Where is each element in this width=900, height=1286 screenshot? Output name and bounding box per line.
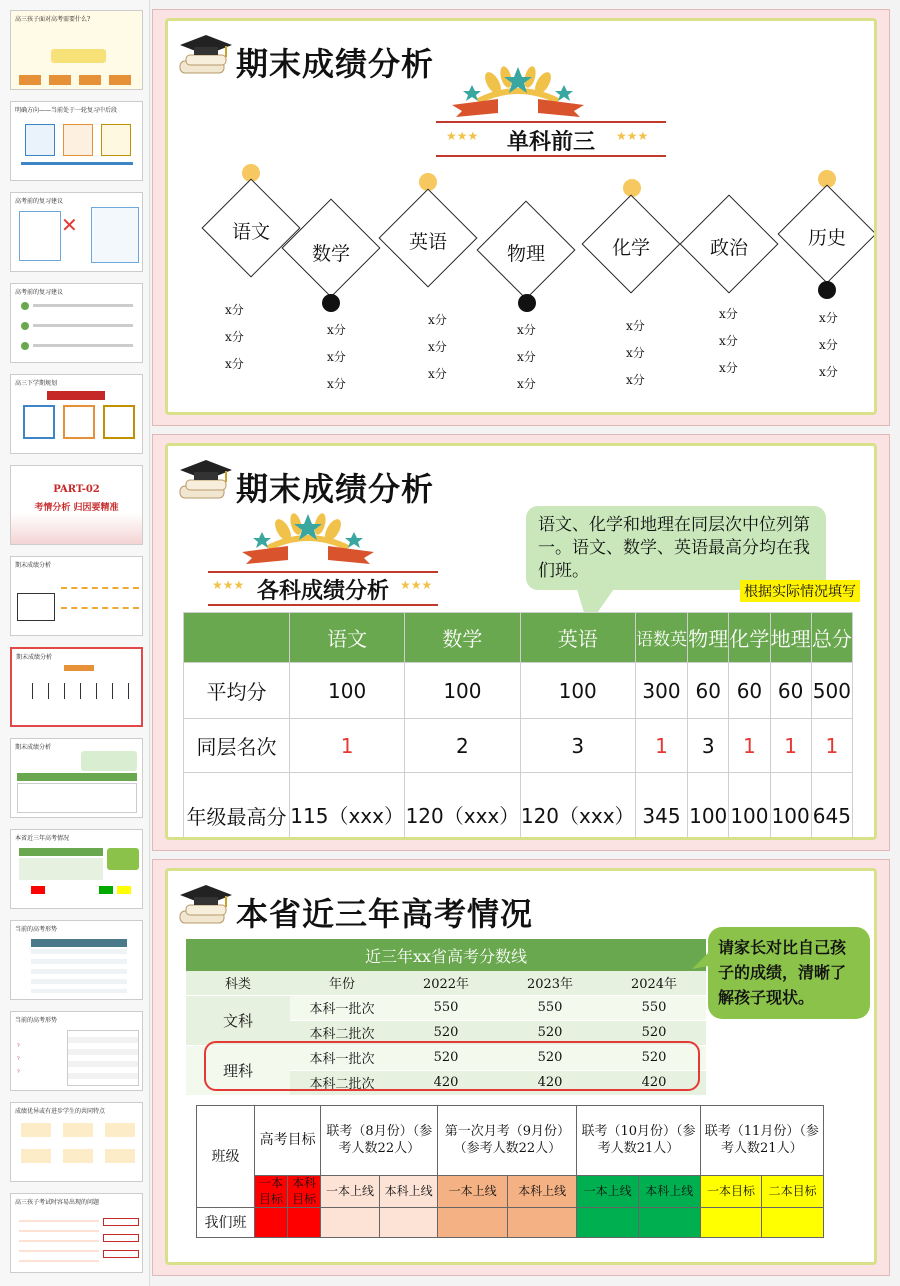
cell: 1	[729, 719, 770, 773]
cell	[288, 1208, 321, 1238]
table-header	[184, 613, 290, 663]
slide-thumb-12[interactable]: 当前的高考形势 ? ? ?	[10, 1011, 143, 1091]
slide-2-frame	[165, 443, 877, 840]
cell: 520	[602, 1045, 706, 1070]
slide-thumb-4[interactable]	[10, 283, 143, 363]
black-dot-icon	[818, 281, 836, 299]
grades-table	[183, 612, 853, 840]
cell: 520	[394, 1045, 498, 1070]
slide-thumb-10[interactable]	[10, 829, 143, 909]
batch-label: 本科一批次	[290, 995, 394, 1020]
cell: 60	[770, 663, 811, 719]
cell	[577, 1208, 639, 1238]
laurel-ribbon-icon	[438, 61, 598, 121]
slide-thumb-7[interactable]	[10, 556, 143, 636]
thumb-title: 高三孩子考试时容易出现的问题	[15, 1199, 100, 1206]
cell	[507, 1208, 576, 1238]
sub-header: 本科上线	[379, 1176, 438, 1208]
slide-thumb-6[interactable]	[10, 465, 143, 545]
thumb-title: 高考前的复习建议	[15, 198, 64, 205]
column-header: 年份	[290, 971, 394, 995]
cell: 60	[688, 663, 729, 719]
table-row	[197, 1208, 824, 1238]
batch-label: 本科二批次	[290, 1020, 394, 1045]
cell: 3	[688, 719, 729, 773]
score-list: x分 x分 x分	[327, 323, 346, 391]
table-header: 数学	[405, 613, 520, 663]
sub-header: 一本上线	[438, 1176, 507, 1208]
cell: 100	[688, 773, 729, 841]
table-header: 物理	[688, 613, 729, 663]
cell: 500	[811, 663, 852, 719]
cell: 420	[498, 1070, 602, 1095]
cell: 120（xxx）	[405, 773, 520, 841]
slide-thumb-2[interactable]	[10, 101, 143, 181]
slide-thumb-1[interactable]	[10, 10, 143, 90]
graduation-cap-icon	[176, 33, 236, 77]
column-header: 第一次月考（9月份）（参考人数22人）	[438, 1106, 577, 1176]
cell: 550	[602, 995, 706, 1020]
column-header: 联考（8月份）（参考人数22人）	[321, 1106, 438, 1176]
graduation-cap-icon	[176, 883, 236, 927]
parent-tip-bubble: 请家长对比自己孩子的成绩，清晰了解孩子现状。	[708, 927, 870, 1019]
cell: 345	[635, 773, 687, 841]
thumb-title: 期末成绩分析	[15, 562, 52, 569]
cell: 520	[394, 1020, 498, 1045]
table-header: 总分	[811, 613, 852, 663]
cell	[438, 1208, 507, 1238]
cell	[321, 1208, 380, 1238]
comment-bubble: 语文、化学和地理在同层次中位列第一。语文、数学、英语最高分均在我们班。	[526, 506, 826, 590]
batch-label: 本科一批次	[290, 1045, 394, 1070]
thumb-title: 期末成绩分析	[16, 654, 53, 661]
table-header: 英语	[520, 613, 635, 663]
column-header: 联考（11月份）（参考人数21人）	[700, 1106, 823, 1176]
class-header: 班级	[197, 1106, 255, 1208]
sub-header: 一本目标	[255, 1176, 288, 1208]
cell: 420	[602, 1070, 706, 1095]
slide-title: 期末成绩分析	[236, 45, 435, 83]
thumb-title: 明确方向——当前处于一轮复习中后段	[15, 107, 118, 114]
cell: 520	[602, 1020, 706, 1045]
score-list: x分 x分 x分	[225, 303, 244, 371]
cell: 3	[520, 719, 635, 773]
thumb-title: 高三下学期规划	[15, 380, 58, 387]
slide-thumb-13[interactable]	[10, 1102, 143, 1182]
slide-thumb-5[interactable]	[10, 374, 143, 454]
table-header: 语数英	[635, 613, 687, 663]
cell: 1	[770, 719, 811, 773]
cell: 550	[498, 995, 602, 1020]
cell: 60	[729, 663, 770, 719]
stars-right-icon: ★★★	[400, 578, 433, 592]
stars-right-icon: ★★★	[616, 129, 649, 143]
sub-header: 一本上线	[577, 1176, 639, 1208]
slide-title: 期末成绩分析	[236, 470, 435, 508]
cell: 100	[520, 663, 635, 719]
cell: 1	[635, 719, 687, 773]
subject-label: 历史	[807, 227, 846, 249]
row-label: 我们班	[197, 1208, 255, 1238]
cell: 520	[498, 1020, 602, 1045]
thumb-title: PART-02	[53, 484, 100, 495]
slide-thumb-14[interactable]	[10, 1193, 143, 1273]
thumb-title: 高考前的复习建议	[15, 289, 64, 296]
table-row	[184, 719, 853, 773]
slide-1-frame	[165, 18, 877, 415]
table-header: 化学	[729, 613, 770, 663]
thumb-title: 当前的高考形势	[15, 926, 58, 933]
subject-label: 物理	[506, 243, 545, 265]
stars-left-icon: ★★★	[446, 129, 479, 143]
cell: 100	[405, 663, 520, 719]
thumb-title: 成绩优异或有进步学生的共同特点	[15, 1108, 106, 1115]
slide-2-subject-analysis	[152, 434, 890, 851]
graduation-cap-icon	[176, 458, 236, 502]
sub-header: 本科上线	[638, 1176, 700, 1208]
black-dot-icon	[322, 294, 340, 312]
gold-dot-icon	[623, 179, 641, 197]
sub-header: 本科上线	[507, 1176, 576, 1208]
cell: 1	[290, 719, 405, 773]
category-label: 理科	[186, 1045, 290, 1095]
column-header: 科类	[186, 971, 290, 995]
laurel-ribbon-icon	[228, 508, 388, 568]
cell: 1	[811, 719, 852, 773]
column-header: 联考（10月份）（参考人数21人）	[577, 1106, 700, 1176]
score-list: x分 x分 x分	[626, 319, 645, 387]
thumb-title: 高三孩子面对高考需要什么?	[15, 16, 91, 23]
score-list: x分 x分 x分	[428, 313, 447, 381]
cell	[379, 1208, 438, 1238]
slide-title: 本省近三年高考情况	[236, 895, 534, 933]
cell	[762, 1208, 824, 1238]
cell: 550	[394, 995, 498, 1020]
thumb-title: 期末成绩分析	[15, 744, 52, 751]
fill-note: 根据实际情况填写	[740, 580, 860, 602]
cell: 300	[635, 663, 687, 719]
highlight-outline	[204, 1041, 700, 1091]
table-row	[184, 663, 853, 719]
thumb-title: 本省近三年高考情况	[15, 835, 70, 842]
subject-label: 化学	[611, 237, 650, 259]
cell: 100	[290, 663, 405, 719]
slide-thumb-3[interactable]: 高考前的复习建议 ✕	[10, 192, 143, 272]
table-row	[184, 773, 853, 841]
cell: 520	[498, 1045, 602, 1070]
subject-label: 英语	[408, 231, 447, 253]
row-label: 年级最高分	[184, 773, 290, 841]
cell: 100	[770, 773, 811, 841]
cell	[638, 1208, 700, 1238]
slide-thumb-9[interactable]	[10, 738, 143, 818]
cell: 115（xxx）	[290, 773, 405, 841]
table-header: 语文	[290, 613, 405, 663]
score-list: x分 x分 x分	[719, 307, 738, 375]
row-label: 平均分	[184, 663, 290, 719]
thumb-subtitle: 考情分析 归因要精准	[34, 503, 119, 513]
table-header: 地理	[770, 613, 811, 663]
cell: 645	[811, 773, 852, 841]
slide-3-frame	[165, 868, 877, 1265]
column-header: 2024年	[602, 971, 706, 995]
banner-label: 各科成绩分析	[256, 579, 389, 604]
sub-header: 一本上线	[321, 1176, 380, 1208]
category-label: 文科	[186, 995, 290, 1045]
thumb-title: 当前的高考形势	[15, 1017, 58, 1024]
stars-left-icon: ★★★	[212, 578, 245, 592]
cell: 100	[729, 773, 770, 841]
batch-label: 本科二批次	[290, 1070, 394, 1095]
score-list: x分 x分 x分	[819, 311, 838, 379]
sub-header: 本科目标	[288, 1176, 321, 1208]
column-header: 2023年	[498, 971, 602, 995]
black-dot-icon	[518, 294, 536, 312]
cell	[255, 1208, 288, 1238]
subject-label: 语文	[231, 221, 270, 243]
slide-thumb-8[interactable]	[10, 647, 143, 727]
banner-label: 单科前三	[506, 130, 595, 155]
cell: 2	[405, 719, 520, 773]
cell: 120（xxx）	[520, 773, 635, 841]
column-header: 2022年	[394, 971, 498, 995]
exam-target-table	[196, 1105, 824, 1238]
slide-thumbnail-panel	[0, 0, 150, 1286]
sub-header: 二本目标	[762, 1176, 824, 1208]
cell	[700, 1208, 762, 1238]
cell: 420	[394, 1070, 498, 1095]
sub-header: 一本目标	[700, 1176, 762, 1208]
slide-1-top-three	[152, 9, 890, 426]
score-list: x分 x分 x分	[517, 323, 536, 391]
score-table-title: 近三年xx省高考分数线	[186, 939, 706, 971]
column-header: 高考目标	[255, 1106, 321, 1176]
slide-thumb-11[interactable]	[10, 920, 143, 1000]
row-label: 同层名次	[184, 719, 290, 773]
bubble-tail-icon	[692, 947, 714, 969]
table-row	[186, 995, 706, 1020]
slide-3-exam-history	[152, 859, 890, 1276]
subject-label: 数学	[311, 243, 350, 265]
subject-label: 政治	[709, 237, 748, 259]
